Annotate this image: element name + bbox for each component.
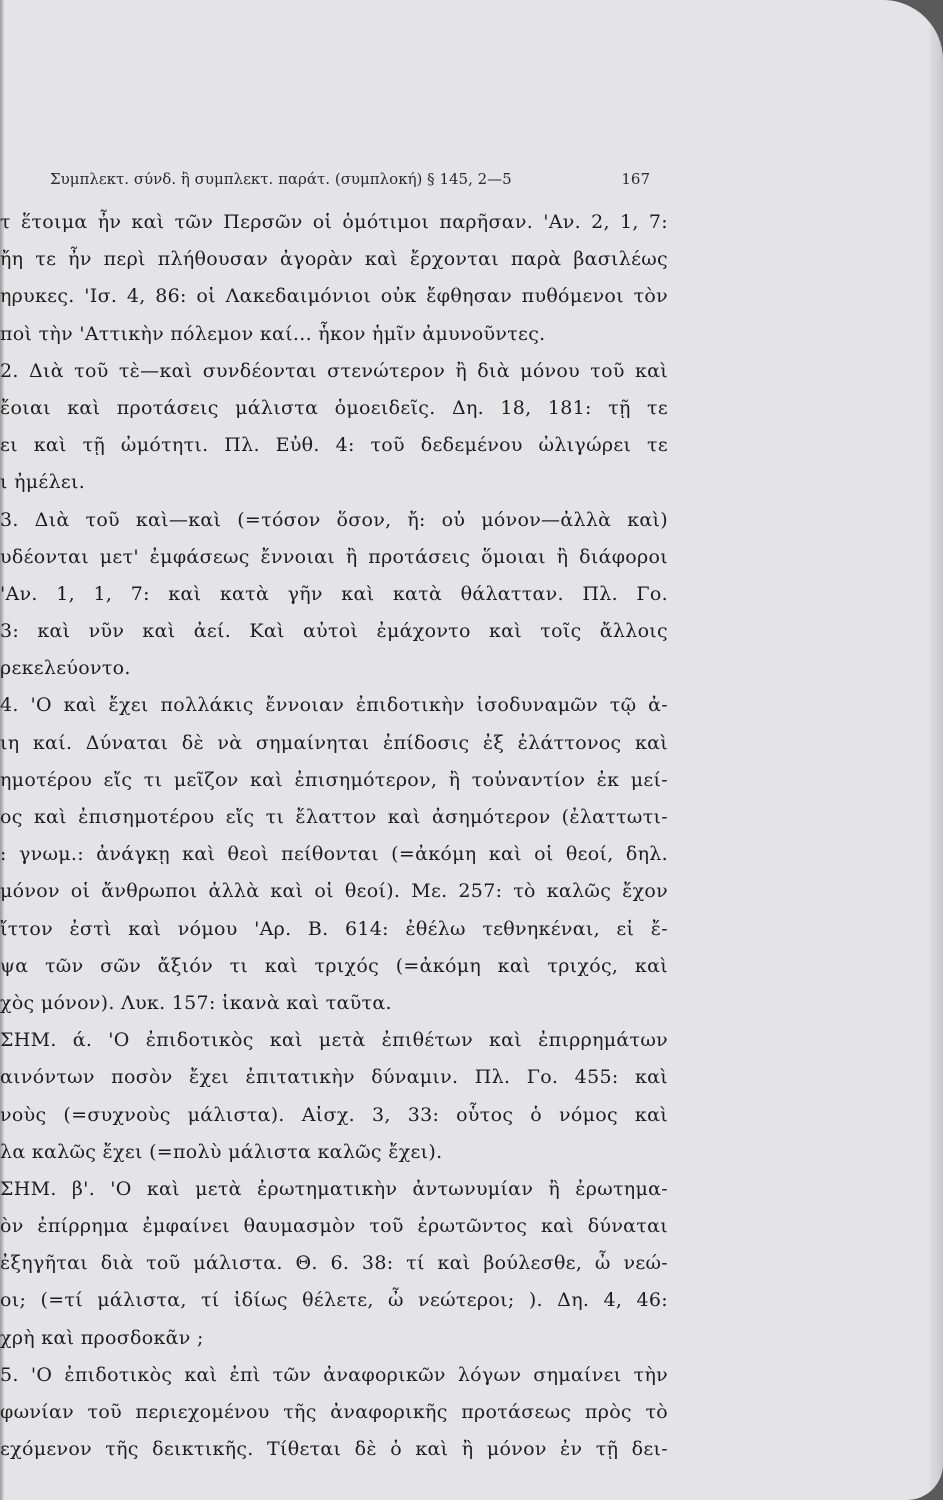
body-text — [0, 204, 668, 1468]
text-line: 3. Διὰ τοῦ καὶ—καὶ (=τόσον ὅσον, ἤ: οὐ μόνον—ἀλλὰ καὶ) — [0, 508, 668, 531]
text-line: ἴττον ἐστὶ καὶ νόμου 'Αρ. Β. 614: ἐθέλω τεθνηκέναι, εἰ ἔ- — [0, 917, 668, 940]
text-line: μόνον οἱ ἄνθρωποι ἀλλὰ καὶ οἱ θεοί). Με. 257: τὸ καλῶς ἔχον — [0, 880, 668, 903]
text-line: ποὶ τὴν 'Αττικὴν πόλεμον καί... ἧκον ἡμῖν ἀμυνοῦντες. — [0, 322, 546, 345]
text-line: ι ἠμέλει. — [0, 471, 86, 494]
text-line: οι; (=τί μάλιστα, τί ἰδίως θέλετε, ὦ νεώτεροι; ). Δη. 4, 46: — [0, 1289, 668, 1312]
text-line: ηρυκες. 'Ισ. 4, 86: οἱ Λακεδαιμόνιοι οὐκ ἔφθησαν πυθόμενοι τὸν — [0, 285, 668, 308]
text-line: ημοτέρου εἴς τι μεῖζον καὶ ἐπισημότερον, ἢ τοὐναντίον ἐκ μεί- — [0, 768, 668, 791]
text-line: ὸν ἐπίρρημα ἐμφαίνει θαυμασμὸν τοῦ ἐρωτῶντος καὶ δύναται — [0, 1215, 668, 1238]
text-line: ἔοιαι καὶ προτάσεις μάλιστα ὁμοειδεῖς. Δη. 18, 181: τῇ τε — [0, 396, 668, 419]
text-line: ψα τῶν σῶν ἄξιόν τι καὶ τριχός (=ἀκόμη καὶ τριχός, καὶ — [0, 954, 668, 977]
text-line: ΣΗΜ. ά. 'Ο ἐπιδοτικὸς καὶ μετὰ ἐπιθέτων καὶ ἐπιρρημάτων — [0, 1029, 668, 1052]
text-line: ος καὶ ἐπισημοτέρου εἴς τι ἔλαττον καὶ ἀσημότερον (ἐλαττωτι- — [0, 806, 668, 828]
text-line: ἐξηγῆται διὰ τοῦ μάλιστα. Θ. 6. 38: τί καὶ βούλεσθε, ὦ νεώ- — [0, 1252, 668, 1275]
text-line: 5. 'Ο ἐπιδοτικὸς καὶ ἐπὶ τῶν ἀναφορικῶν λόγων σημαίνει τὴν — [0, 1363, 668, 1386]
text-line: φωνίαν τοῦ περιεχομένου τῆς ἀναφορικῆς προτάσεως πρὸς τὸ — [0, 1401, 668, 1423]
text-line: αινόντων ποσὸν ἔχει ἐπιτατικὴν δύναμιν. Πλ. Γο. 455: καὶ — [0, 1066, 668, 1089]
text-line: υδέονται μετ' ἐμφάσεως ἔννοιαι ἢ προτάσεις ὅμοιαι ἢ διάφοροι — [0, 545, 668, 568]
text-line: ΣΗΜ. β'. 'Ο καὶ μετὰ ἐρωτηματικὴν ἀντωνυμίαν ἢ ἐρωτημα- — [0, 1177, 668, 1200]
text-line: χὸς μόνον). Λυκ. 157: ἱκανὰ καὶ ταῦτα. — [0, 991, 392, 1014]
text-line: ει καὶ τῇ ὠμότητι. Πλ. Εὐθ. 4: τοῦ δεδεμένου ὠλιγώρει τε — [0, 434, 668, 457]
text-line: εχόμενον τῆς δεικτικῆς. Τίθεται δὲ ὁ καὶ ἢ μόνον ἐν τῇ δει- — [0, 1438, 668, 1461]
text-line: 2. Διὰ τοῦ τὲ—καὶ συνδέονται στενώτερον ἢ διὰ μόνου τοῦ καὶ — [0, 359, 668, 382]
text-line: 4. 'Ο καὶ ἔχει πολλάκις ἔννοιαν ἐπιδοτικὴν ἰσοδυναμῶν τῷ ἀ- — [0, 694, 668, 717]
text-line: λα καλῶς ἔχει (=πολὺ μάλιστα καλῶς ἔχει). — [0, 1140, 443, 1163]
header-title: Συμπλεκτ. σύνδ. ἢ συμπλεκτ. παράτ. (συμπλοκή) § 145, 2—5 — [50, 170, 512, 188]
text-line: : γνωμ.: ἀνάγκῃ καὶ θεοὶ πείθονται (=ἀκόμη καὶ οἱ θεοί, δηλ. — [0, 843, 668, 866]
page-edge-shadow — [927, 0, 943, 1500]
running-header — [50, 170, 650, 188]
text-line: 'Αν. 1, 1, 7: καὶ κατὰ γῆν καὶ κατὰ θάλατταν. Πλ. Γο. — [0, 582, 668, 605]
text-line: χρὴ καὶ προσδοκᾶν ; — [0, 1326, 204, 1349]
text-line: ρεκελεύοντο. — [0, 657, 131, 680]
text-line: ιη καί. Δύναται δὲ νὰ σημαίνηται ἐπίδοσις ἐξ ἐλάττονος καὶ — [0, 731, 668, 754]
text-line: 3: καὶ νῦν καὶ ἀεί. Καὶ αὐτοὶ ἐμάχοντο καὶ τοῖς ἄλλοις — [0, 620, 668, 643]
text-line: ἤη τε ἦν περὶ πλήθουσαν ἀγορὰν καὶ ἔρχονται παρὰ βασιλέως — [0, 248, 668, 271]
text-line: τ ἕτοιμα ἦν καὶ τῶν Περσῶν οἱ ὁμότιμοι παρῆσαν. 'Αν. 2, 1, 7: — [0, 211, 668, 233]
page-number: 167 — [621, 170, 650, 188]
text-line: νοὺς (=συχνοὺς μάλιστα). Αἰσχ. 3, 33: οὗτος ὁ νόμος καὶ — [0, 1103, 668, 1126]
